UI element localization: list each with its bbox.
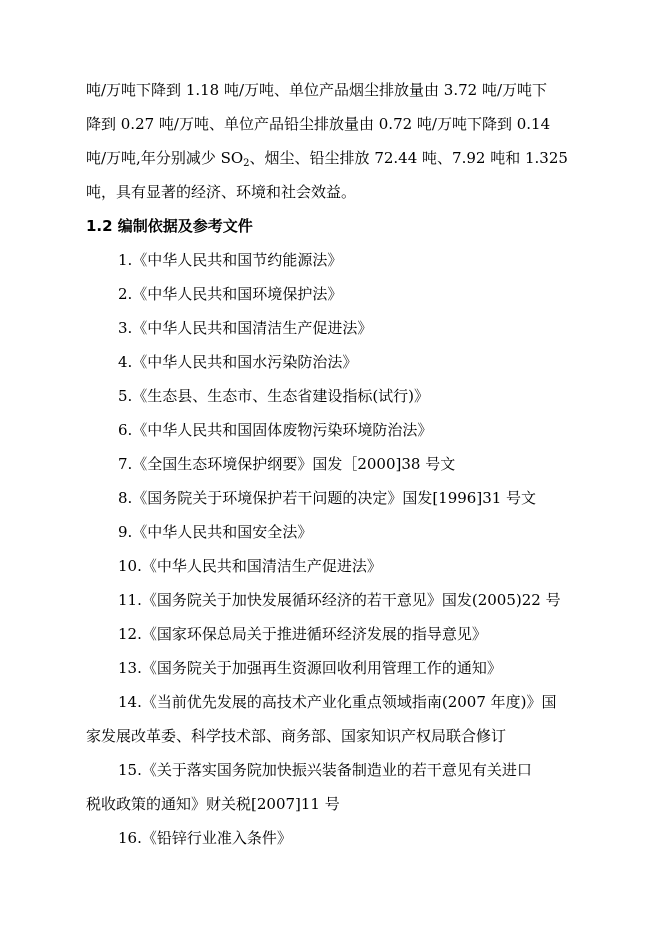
reference-item: 11.《国务院关于加快发展循环经济的若干意见》国发(2005)22 号 <box>118 591 561 609</box>
reference-item: 16.《铅锌行业准入条件》 <box>118 829 292 847</box>
reference-item: 7.《全国生态环境保护纲要》国发［2000]38 号文 <box>118 455 456 473</box>
reference-item: 8.《国务院关于环境保护若干问题的决定》国发[1996]31 号文 <box>118 489 537 507</box>
reference-item: 5.《生态县、生态市、生态省建设指标(试行)》 <box>118 387 430 405</box>
paragraph-line: 吨，具有显著的经济、环境和社会效益。 <box>86 183 357 201</box>
reference-item: 10.《中华人民共和国清洁生产促进法》 <box>118 557 382 575</box>
reference-item-continuation: 家发展改革委、科学技术部、商务部、国家知识产权局联合修订 <box>86 727 507 745</box>
reference-item: 9.《中华人民共和国安全法》 <box>118 523 313 541</box>
paragraph-line <box>86 148 662 168</box>
subscript: 2 <box>243 158 250 169</box>
reference-item: 13.《国务院关于加强再生资源回收利用管理工作的通知》 <box>118 659 502 677</box>
section-heading: 1.2 编制依据及参考文件 <box>86 217 253 235</box>
reference-item: 2.《中华人民共和国环境保护法》 <box>118 285 343 303</box>
reference-item: 15.《关于落实国务院加快振兴装备制造业的若干意见有关进口 <box>118 761 532 779</box>
paragraph-line: 吨/万吨下降到 1.18 吨/万吨、单位产品烟尘排放量由 3.72 吨/万吨下 <box>86 81 548 99</box>
reference-item-continuation: 税收政策的通知》财关税[2007]11 号 <box>86 795 340 813</box>
reference-item: 14.《当前优先发展的高技术产业化重点领域指南(2007 年度)》国 <box>118 693 557 711</box>
paragraph-text: 吨/万吨,年分别减少 SO <box>86 149 244 167</box>
reference-item: 4.《中华人民共和国水污染防治法》 <box>118 353 358 371</box>
paragraph-text: 、烟尘、铅尘排放 72.44 吨、7.92 吨和 1.325 <box>249 149 568 167</box>
paragraph-line: 降到 0.27 吨/万吨、单位产品铅尘排放量由 0.72 吨/万吨下降到 0.14 <box>86 115 551 133</box>
reference-item: 6.《中华人民共和国固体废物污染环境防治法》 <box>118 421 433 439</box>
reference-item: 12.《国家环保总局关于推进循环经济发展的指导意见》 <box>118 625 487 643</box>
reference-item: 3.《中华人民共和国清洁生产促进法》 <box>118 319 373 337</box>
reference-item: 1.《中华人民共和国节约能源法》 <box>118 251 343 269</box>
